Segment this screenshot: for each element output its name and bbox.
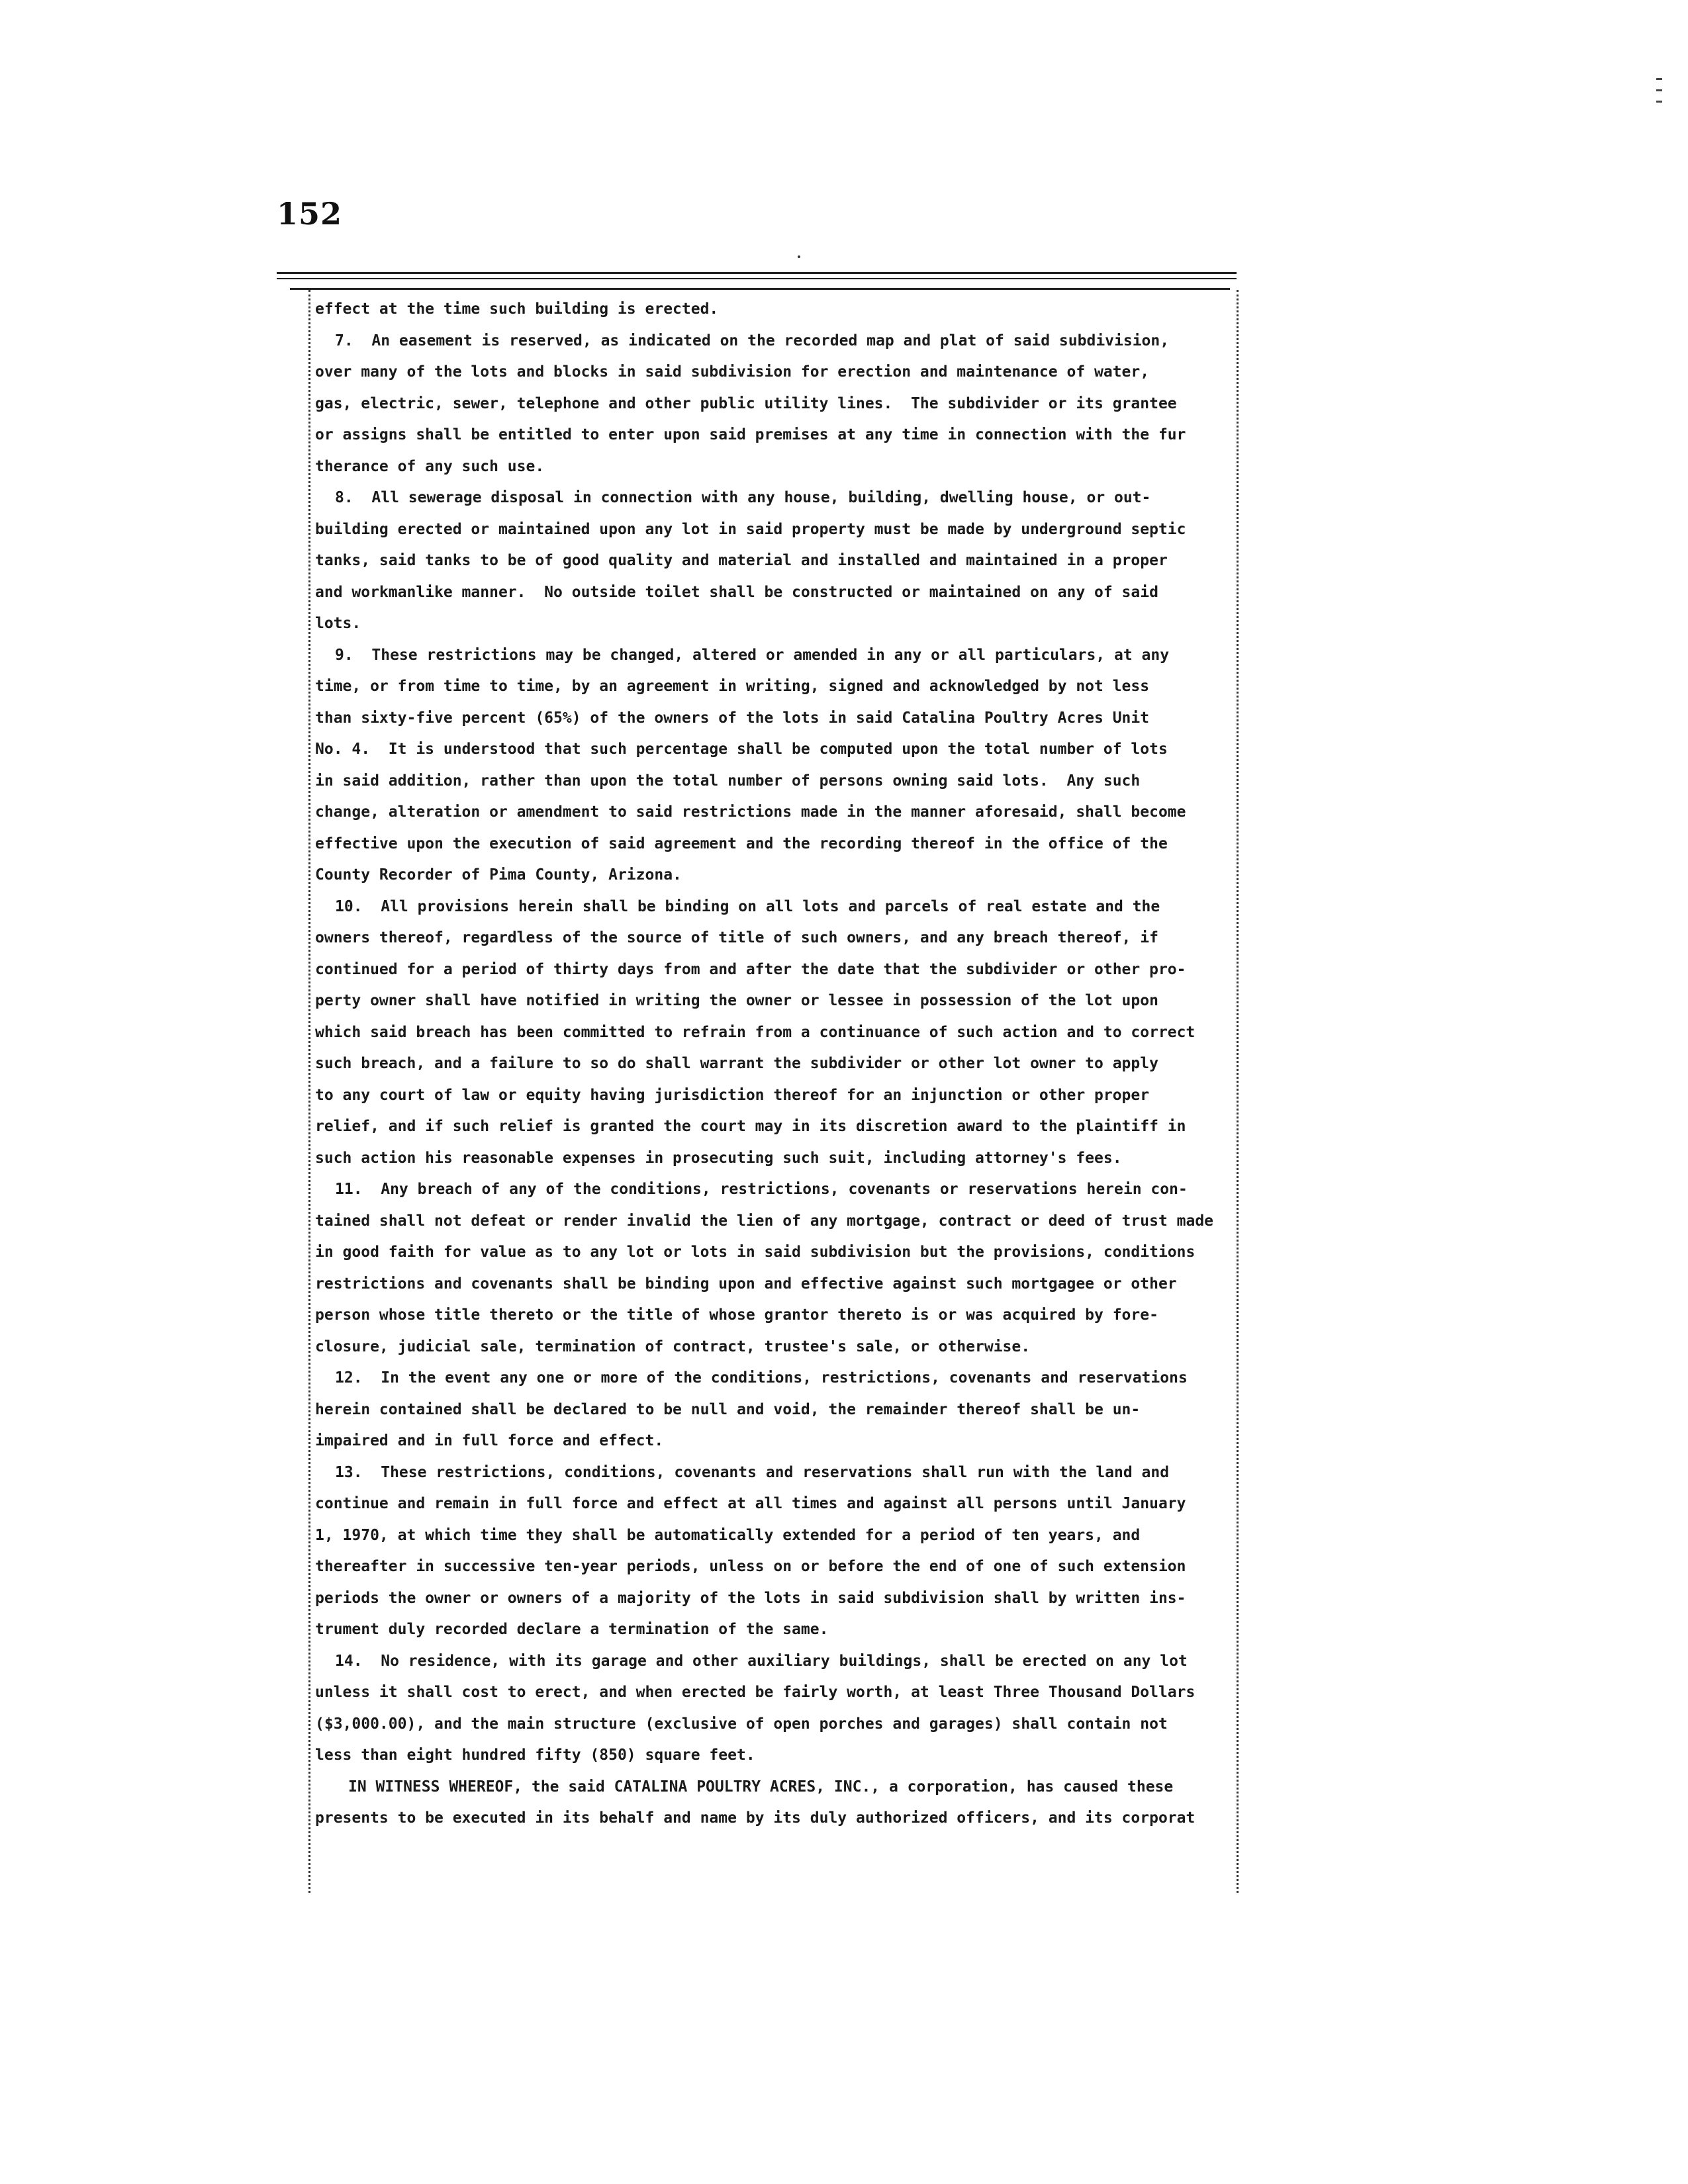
text-line: 9. These restrictions may be changed, altered or amended in any or all particulars, at any	[335, 646, 1170, 664]
header-rule-top	[277, 272, 1237, 274]
text-line: thereafter in successive ten-year periods, unless on or before the end of one of such extension	[315, 1558, 1186, 1575]
text-line: 14. No residence, with its garage and other auxiliary buildings, shall be erected on any lot	[335, 1652, 1188, 1670]
header-rule-bottom	[290, 288, 1230, 290]
text-line: 10. All provisions herein shall be binding on all lots and parcels of real estate and the	[335, 897, 1160, 915]
text-line: time, or from time to time, by an agreement in writing, signed and acknowledged by not less	[315, 678, 1150, 695]
page-frame-right-border	[1237, 290, 1239, 1893]
text-line: presents to be executed in its behalf and name by its duly authorized officers, and its corporat	[315, 1809, 1196, 1827]
text-line: than sixty-five percent (65%) of the owners of the lots in said Catalina Poultry Acres Unit	[315, 709, 1150, 727]
text-line: No. 4. It is understood that such percentage shall be computed upon the total number of lots	[315, 741, 1168, 758]
text-line: ($3,000.00), and the main structure (exclusive of open porches and garages) shall contain not	[315, 1715, 1168, 1733]
text-line: gas, electric, sewer, telephone and other public utility lines. The subdivider or its grantee	[315, 394, 1177, 412]
text-line: impaired and in full force and effect.	[315, 1432, 664, 1449]
text-line: less than eight hundred fifty (850) square feet.	[315, 1747, 755, 1764]
page-number: 152	[277, 196, 343, 232]
text-line: such breach, and a failure to so do shall warrant the subdivider or other lot owner to apply	[315, 1055, 1158, 1072]
corner-tick-marks	[1656, 78, 1665, 112]
text-line: closure, judicial sale, termination of contract, trustee's sale, or otherwise.	[315, 1338, 1031, 1355]
text-line: effective upon the execution of said agreement and the recording thereof in the office of the	[315, 835, 1168, 852]
text-line: therance of any such use.	[315, 457, 545, 475]
text-line: tained shall not defeat or render invalid the lien of any mortgage, contract or deed of trust made	[315, 1212, 1214, 1230]
text-line: building erected or maintained upon any lot in said property must be made by underground septic	[315, 520, 1186, 538]
text-line: in said addition, rather than upon the total number of persons owning said lots. Any such	[315, 772, 1141, 790]
document-body	[315, 294, 1235, 1835]
text-line: herein contained shall be declared to be null and void, the remainder thereof shall be un-	[315, 1400, 1141, 1418]
text-line: continue and remain in full force and effect at all times and against all persons until January	[315, 1495, 1186, 1512]
text-line: owners thereof, regardless of the source of title of such owners, and any breach thereof, if	[315, 929, 1158, 946]
text-line: IN WITNESS WHEREOF, the said CATALINA POULTRY ACRES, INC., a corporation, has caused these	[348, 1778, 1174, 1796]
text-line: restrictions and covenants shall be binding upon and effective against such mortgagee or other	[315, 1275, 1177, 1293]
text-line: tanks, said tanks to be of good quality and material and installed and maintained in a proper	[315, 552, 1168, 569]
text-line: 8. All sewerage disposal in connection with any house, building, dwelling house, or out-	[335, 489, 1151, 506]
text-line: change, alteration or amendment to said restrictions made in the manner aforesaid, shall become	[315, 803, 1186, 821]
text-line: 1, 1970, at which time they shall be automatically extended for a period of ten years, and	[315, 1526, 1141, 1544]
text-line: to any court of law or equity having jurisdiction thereof for an injunction or other proper	[315, 1086, 1150, 1104]
text-line: 7. An easement is reserved, as indicated on the recorded map and plat of said subdivision,	[335, 332, 1170, 349]
text-line: lots.	[315, 615, 361, 632]
text-line: continued for a period of thirty days from and after the date that the subdivider or other pro-	[315, 960, 1186, 978]
text-line: and workmanlike manner. No outside toilet shall be constructed or maintained on any of said	[315, 583, 1158, 601]
text-line: in good faith for value as to any lot or lots in said subdivision but the provisions, conditions	[315, 1244, 1196, 1261]
text-line: such action his reasonable expenses in prosecuting such suit, including attorney's fees.	[315, 1149, 1122, 1167]
text-line: relief, and if such relief is granted the court may in its discretion award to the plaintiff in	[315, 1118, 1186, 1135]
text-line: which said breach has been committed to refrain from a continuance of such action and to correct	[315, 1023, 1196, 1041]
text-line: or assigns shall be entitled to enter upon said premises at any time in connection with the fur	[315, 426, 1186, 443]
text-line: trument duly recorded declare a termination of the same.	[315, 1621, 829, 1638]
header-rule-middle	[277, 278, 1237, 279]
center-dot	[798, 255, 800, 258]
text-line: perty owner shall have notified in writing the owner or lessee in possession of the lot upon	[315, 992, 1158, 1009]
text-line: over many of the lots and blocks in said subdivision for erection and maintenance of water,	[315, 363, 1150, 381]
text-line: 13. These restrictions, conditions, covenants and reservations shall run with the land and	[335, 1463, 1170, 1481]
text-line: effect at the time such building is erected.	[315, 300, 719, 318]
text-line: person whose title thereto or the title of whose grantor thereto is or was acquired by fore-	[315, 1306, 1158, 1324]
text-line: periods the owner or owners of a majority of the lots in said subdivision shall by written ins-	[315, 1589, 1186, 1607]
text-line: 11. Any breach of any of the conditions, restrictions, covenants or reservations herein con-	[335, 1181, 1188, 1198]
text-line: County Recorder of Pima County, Arizona.	[315, 866, 682, 884]
text-line: unless it shall cost to erect, and when erected be fairly worth, at least Three Thousand Dollars	[315, 1684, 1196, 1701]
page-frame-left-border	[308, 290, 310, 1893]
text-line: 12. In the event any one or more of the conditions, restrictions, covenants and reservations	[335, 1369, 1188, 1387]
